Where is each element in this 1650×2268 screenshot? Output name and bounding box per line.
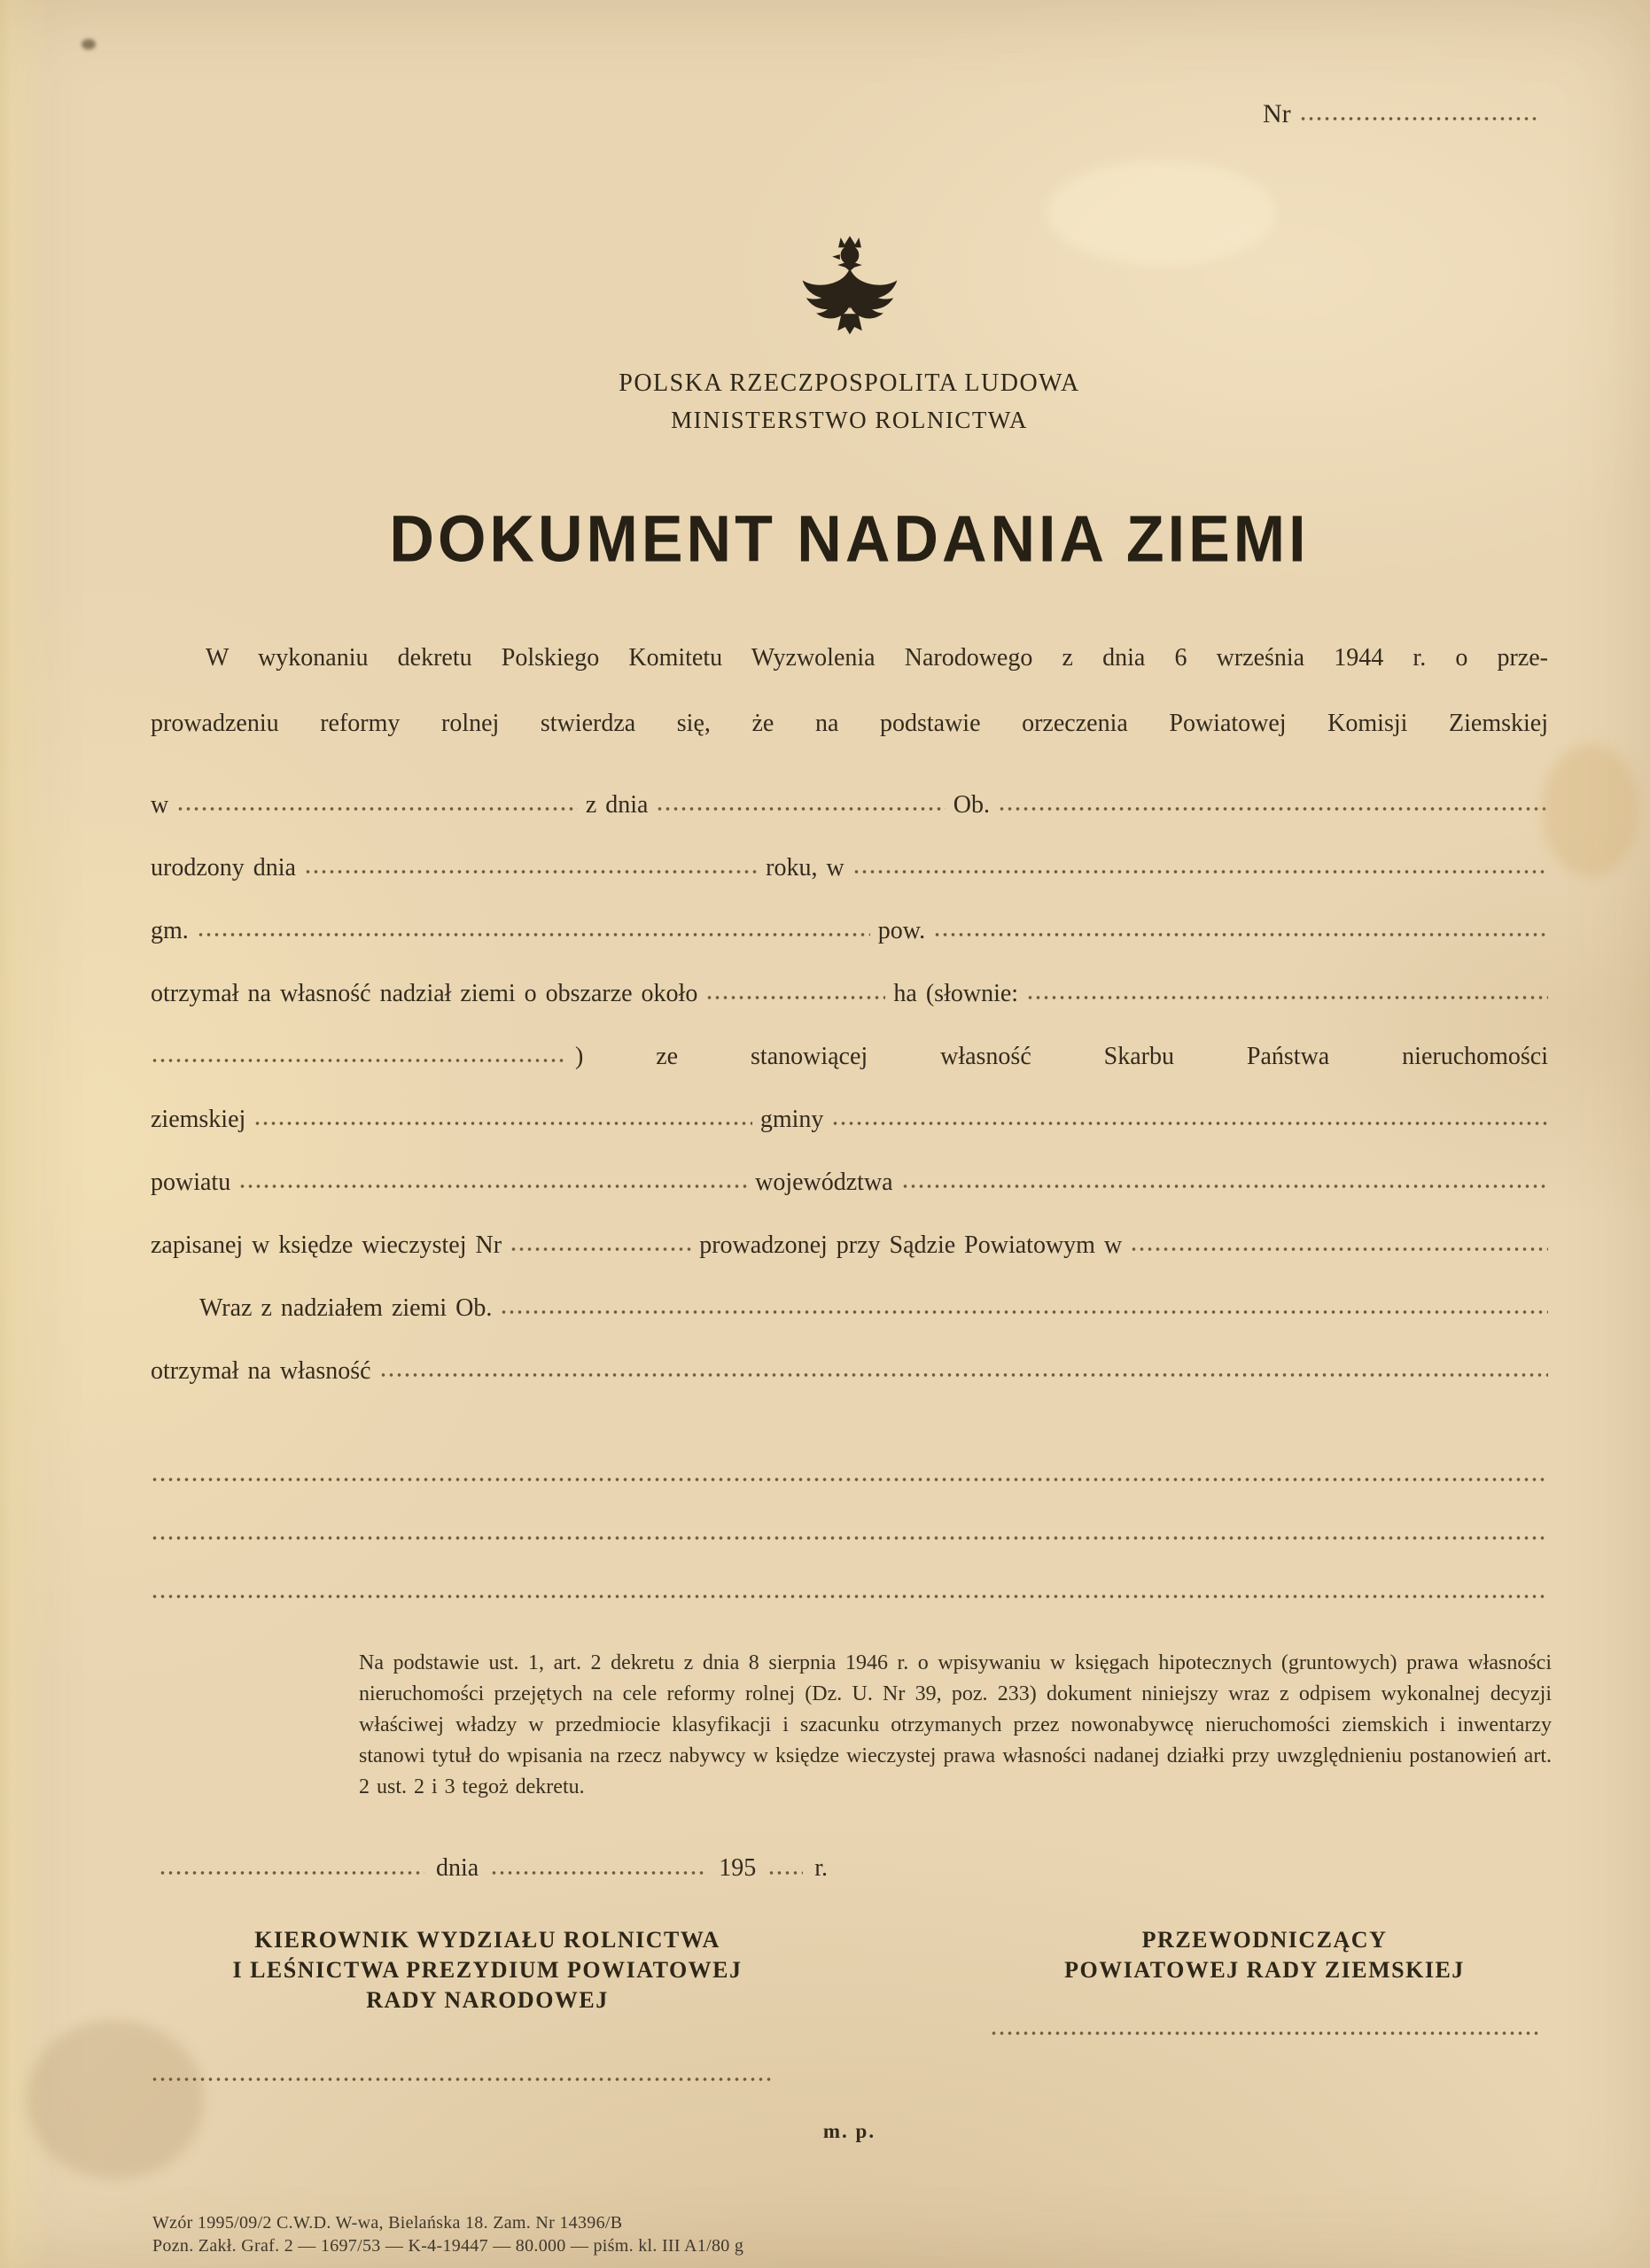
label-obszar: otrzymał na własność nadział ziemi o obszarze około <box>151 980 698 1007</box>
label-urodzony-dnia: urodzony dnia <box>151 854 296 882</box>
imprint-line-1: Wzór 1995/09/2 C.W.D. W-wa, Bielańska 18. Zam. Nr 14396/B <box>152 2213 623 2233</box>
issuer-country: POLSKA RZECZPOSPOLITA LUDOWA <box>619 369 1080 397</box>
form-row-blank-3 <box>151 1549 1548 1607</box>
field-co-grantee-name <box>500 1310 1548 1314</box>
eagle-emblem-icon <box>800 234 899 342</box>
field-decision-date <box>656 807 945 811</box>
national-emblem <box>151 234 1548 346</box>
signature-left-title-3: RADY NARODOWEJ <box>366 1987 609 2013</box>
field-gmina <box>197 933 870 936</box>
print-imprint <box>152 2211 743 2257</box>
imprint-line-2: Pozn. Zakł. Graf. 2 — 1697/53 — K-4-19447 — 80.000 — piśm. kl. III A1/80 g <box>152 2236 744 2256</box>
seal-place-mark: m. p. <box>822 2120 876 2142</box>
label-ha-slownie: ha (słownie: <box>893 980 1019 1007</box>
form-row-blank-1 <box>151 1432 1548 1490</box>
label-gminy: gminy <box>759 1106 824 1133</box>
label-prowadzonej: prowadzonej przy Sądzie Powiatowym w <box>699 1231 1123 1259</box>
field-ownership-description <box>379 1373 1548 1377</box>
field-birth-place <box>852 870 1548 874</box>
field-blank-line-2 <box>151 1536 1548 1540</box>
paper-stain <box>1542 744 1639 877</box>
label-pow: pow. <box>877 917 926 944</box>
field-register-number <box>510 1247 691 1251</box>
label-ze-stanowiacej: ) ze stanowiącej własność Skarbu Państwa nieruchomości <box>575 1043 1548 1070</box>
field-issue-day-month <box>490 1871 707 1875</box>
field-estate-name <box>253 1122 752 1125</box>
label-otrzymal: otrzymał na własność <box>151 1357 371 1385</box>
field-powiat <box>933 933 1548 936</box>
form-row-received-ownership <box>151 1323 1548 1386</box>
field-area-words <box>1026 996 1548 999</box>
field-signature-left <box>151 2078 771 2081</box>
field-blank-line-1 <box>151 1478 1548 1481</box>
intro-paragraph <box>151 625 1548 757</box>
label-r: r. <box>814 1854 828 1882</box>
form-row-gmina-powiat <box>151 882 1548 945</box>
field-issue-year <box>767 1871 803 1875</box>
page-title: DOKUMENT NADANIA ZIEMI <box>389 501 1310 576</box>
field-area-ha <box>705 996 885 999</box>
signature-right-title-2: POWIATOWEJ RADY ZIEMSKIEJ <box>1064 1957 1465 1983</box>
label-dnia: dnia <box>436 1854 479 1882</box>
label-gm: gm. <box>151 917 189 944</box>
field-document-number <box>1299 117 1540 120</box>
form-row-commission <box>151 757 1548 819</box>
field-birth-date <box>304 870 758 874</box>
label-powiatu: powiatu <box>151 1169 231 1196</box>
signature-left <box>151 1925 824 2081</box>
field-wojewodztwo <box>901 1184 1548 1188</box>
signature-left-title-1: KIEROWNIK WYDZIAŁU ROLNICTWA <box>254 1927 720 1953</box>
form-row-blank-2 <box>151 1490 1548 1549</box>
form-row-area <box>151 945 1548 1008</box>
field-commission-place <box>176 807 578 811</box>
field-area-words-continued <box>151 1059 567 1062</box>
label-roku-w: roku, w <box>766 854 844 882</box>
nr-label: Nr <box>1263 99 1291 128</box>
form-row-estate-gmina <box>151 1071 1548 1134</box>
legal-clause: Na podstawie ust. 1, art. 2 dekretu z dnia 8 sierpnia 1946 r. o wpisywaniu w księgach hipotecznych (gruntowych) prawa własności nieruchomości przejętych na cele reformy rolnej (Dz. U. Nr 39, poz. 233) dokument niniejszy wraz z odpisem wykonalnej decyzji właściwej władzy w przedmiocie klasyfikacji i szacunku otrzymanych przez nowonabywcę nieruchomości ziemskich i inwentarzy stanowi tytuł do wpisania na rzecz nabywcy w księdze wieczystej prawa własności nadanej działki przy uwzględnieniu postanowień art. 2 ust. 2 i 3 tegoż dekretu. <box>359 1651 1552 1798</box>
form-row-estate-powiat <box>151 1134 1548 1197</box>
label-wraz: Wraz z nadziałem ziemi Ob. <box>199 1294 493 1322</box>
dateline <box>151 1842 868 1883</box>
signature-right <box>981 1925 1548 2081</box>
label-w: w <box>151 791 169 819</box>
paper-stain <box>82 39 96 50</box>
signature-section <box>151 1925 1548 2081</box>
issuer-ministry: MINISTERSTWO ROLNICTWA <box>671 407 1028 433</box>
signature-right-title-1: PRZEWODNICZĄCY <box>1141 1927 1388 1953</box>
label-ziemskiej: ziemskiej <box>151 1106 246 1133</box>
field-court-place <box>1130 1247 1548 1251</box>
form-row-state-property <box>151 1008 1548 1071</box>
field-estate-gmina <box>831 1122 1548 1125</box>
intro-line-1: W wykonaniu dekretu Polskiego Komitetu Wyzwolenia Narodowego z dnia 6 września 1944 r. o prze- <box>206 644 1548 672</box>
label-z-dnia: z dnia <box>585 791 649 819</box>
form-row-together-with <box>151 1260 1548 1323</box>
field-blank-line-3 <box>151 1595 1548 1598</box>
field-issue-place <box>159 1871 424 1875</box>
label-zapisanej: zapisanej w księdze wieczystej Nr <box>151 1231 502 1259</box>
label-year-prefix: 195 <box>719 1854 757 1882</box>
intro-line-2: prowadzeniu reformy rolnej stwierdza się, że na podstawie orzeczenia Powiatowej Komisji Ziemskiej <box>151 710 1548 737</box>
document-number-row <box>1263 99 1548 129</box>
label-wojewodztwa: województwa <box>755 1169 893 1196</box>
signature-left-title-2: I LEŚNICTWA PREZYDIUM POWIATOWEJ <box>232 1957 743 1983</box>
field-estate-powiat <box>238 1184 747 1188</box>
field-citizen-name <box>998 807 1548 811</box>
form-row-land-register <box>151 1197 1548 1260</box>
form-row-birth <box>151 819 1548 882</box>
label-ob: Ob. <box>953 791 990 819</box>
field-signature-right <box>990 2031 1539 2035</box>
